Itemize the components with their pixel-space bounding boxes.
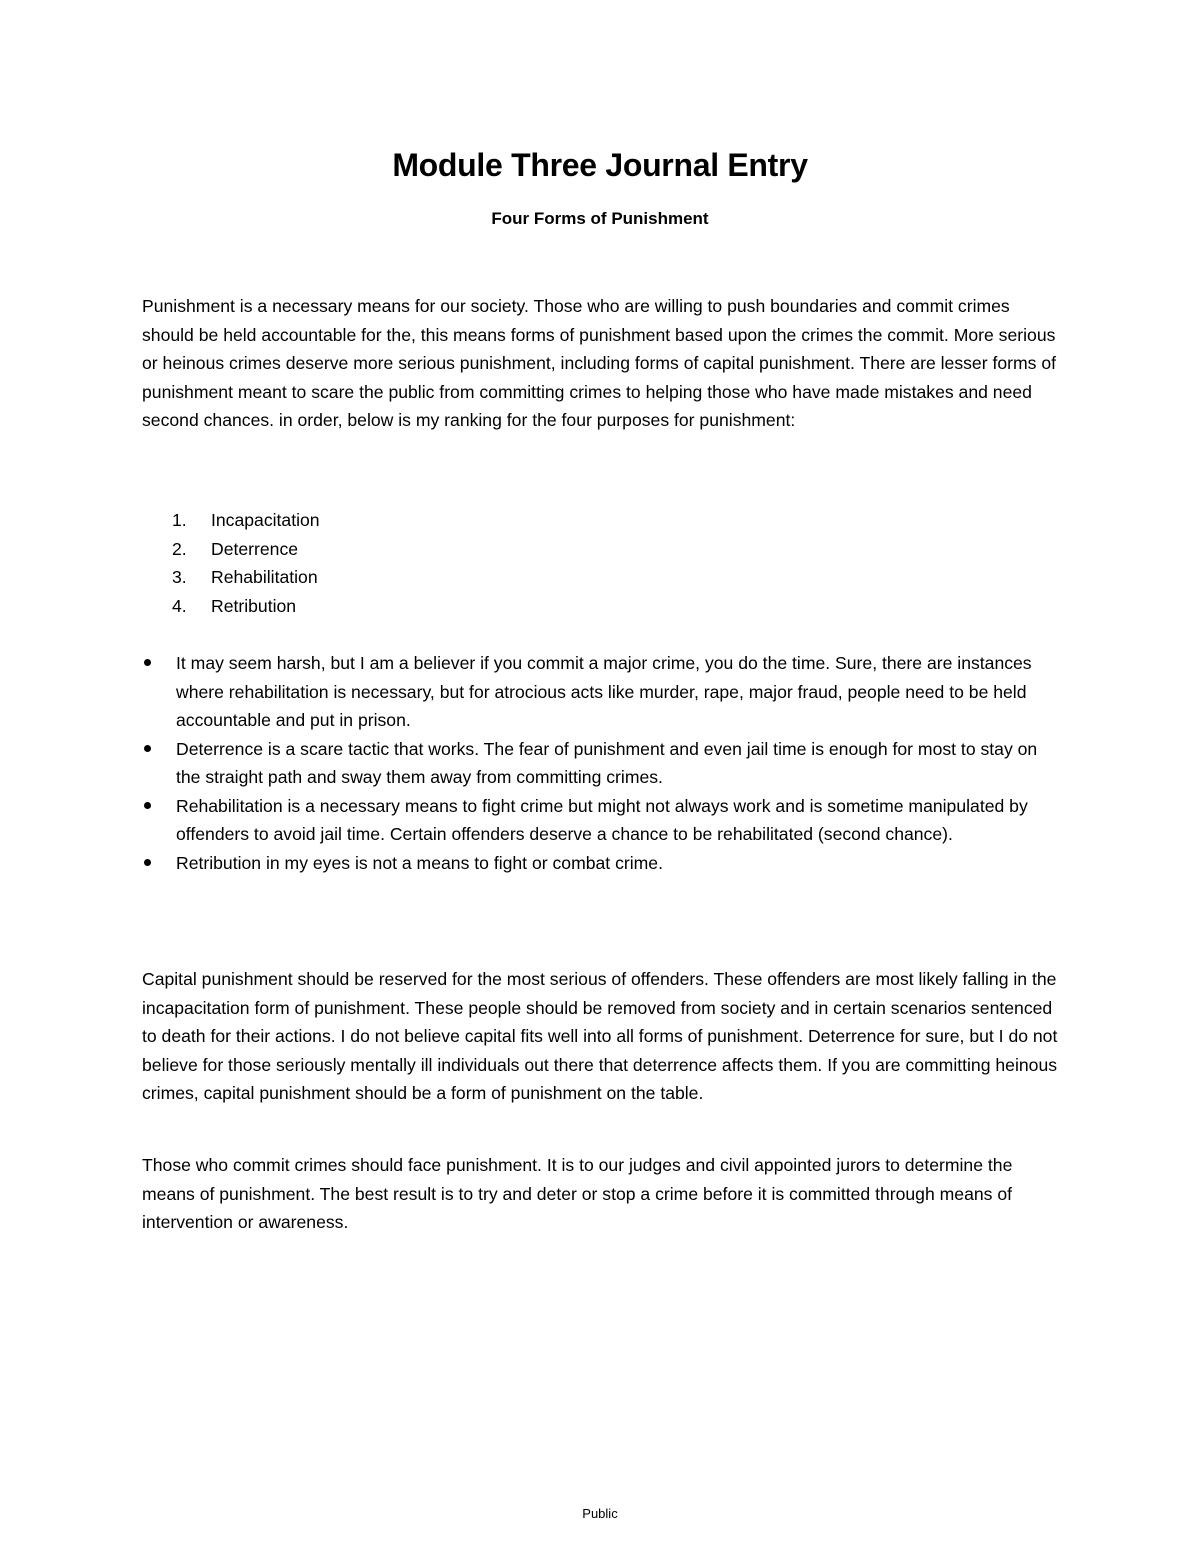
ranking-number: 4. bbox=[172, 595, 187, 616]
ranking-list bbox=[172, 506, 320, 620]
bullet-text: Retribution in my eyes is not a means to fight or combat crime. bbox=[176, 852, 663, 873]
ranking-text: Incapacitation bbox=[211, 510, 320, 530]
ranking-number: 3. bbox=[172, 567, 187, 587]
ranking-text: Retribution bbox=[211, 595, 297, 616]
bullet-dot-icon bbox=[144, 745, 151, 752]
document-subtitle: Four Forms of Punishment bbox=[491, 209, 709, 228]
capital-punishment-paragraph: Capital punishment should be reserved for the most serious of offenders. These offenders are most likely falling in the incapacitation form of punishment. These people should be removed from society and in certain scenarios sentenced to death for their actions. I do not believe capital fits well into all forms of punishment. Deterrence for sure, but I do not believe for those seriously mentally ill individuals out there that deterrence affects them. If you are committing heinous crimes, capital punishment should be a form of punishment on the table. bbox=[142, 969, 1058, 1103]
ranking-item bbox=[172, 535, 320, 564]
bullet-text: Deterrence is a scare tactic that works. The fear of punishment and even jail time is enough for most to stay on the straight path and sway them away from committing crimes. bbox=[176, 738, 1038, 787]
ranking-item bbox=[172, 506, 320, 535]
document-title: Module Three Journal Entry bbox=[392, 147, 808, 183]
bullet-item bbox=[142, 649, 1062, 735]
ranking-item bbox=[172, 592, 320, 621]
footer-label: Public bbox=[582, 1506, 618, 1521]
bullet-text: Rehabilitation is a necessary means to fight crime but might not always work and is sometime manipulated by offenders to avoid jail time. Certain offenders deserve a chance to be rehabilitated (second chance). bbox=[176, 795, 1028, 844]
ranking-item bbox=[172, 563, 320, 592]
bullet-text: It may seem harsh, but I am a believer if you commit a major crime, you do the time. Sure, there are instances where rehabilitation is necessary, but for atrocious acts like murder, rape, major fraud, people need to be held accountable and put in prison. bbox=[176, 653, 1032, 730]
ranking-number: 1. bbox=[172, 510, 187, 530]
bullet-list bbox=[142, 649, 1062, 877]
bullet-item bbox=[142, 792, 1062, 849]
bullet-dot-icon bbox=[144, 859, 151, 866]
bullet-item bbox=[142, 849, 1062, 878]
ranking-text: Rehabilitation bbox=[211, 567, 318, 587]
bullet-item bbox=[142, 735, 1062, 792]
bullet-dot-icon bbox=[144, 659, 151, 666]
closing-paragraph: Those who commit crimes should face punishment. It is to our judges and civil appointed jurors to determine the means of punishment. The best result is to try and deter or stop a crime before it is committed through means of intervention or awareness. bbox=[142, 1155, 1013, 1232]
bullet-dot-icon bbox=[144, 802, 151, 809]
ranking-text: Deterrence bbox=[211, 538, 299, 559]
intro-paragraph: Punishment is a necessary means for our society. Those who are willing to push boundaries and commit crimes should be held accountable for the, this means forms of punishment based upon the crimes the commit. More serious or heinous crimes deserve more serious punishment, including forms of capital punishment. There are lesser forms of punishment meant to scare the public from committing crimes to helping those who have made mistakes and need second chances. in order, below is my ranking for the four purposes for punishment: bbox=[142, 296, 1056, 430]
ranking-number: 2. bbox=[172, 538, 187, 559]
